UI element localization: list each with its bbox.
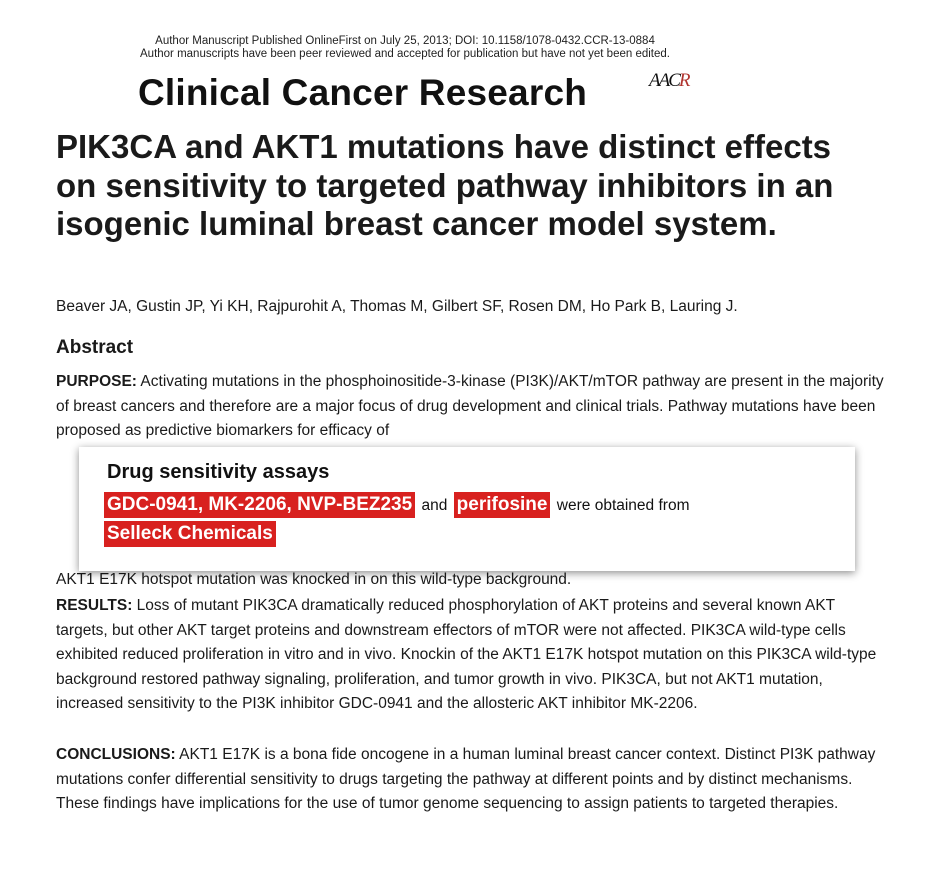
manuscript-header-line-2: Author manuscripts have been peer reviewed and accepted for publication but have not yet been edited.	[140, 48, 670, 60]
article-title: PIK3CA and AKT1 mutations have distinct effects on sensitivity to targeted pathway inhibitors in an isogenic luminal breast cancer model system.	[56, 128, 834, 242]
drug-assay-callout	[79, 447, 855, 571]
callout-title: Drug sensitivity assays	[107, 461, 330, 483]
callout-line-2	[104, 521, 276, 547]
callout-line-1	[104, 492, 691, 518]
journal-name: Clinical Cancer Research	[138, 72, 588, 113]
perifosine-highlight: perifosine	[454, 492, 551, 518]
callout-and-text: and	[421, 497, 448, 514]
drug-list-highlight: GDC-0941, MK-2206, NVP-BEZ235	[104, 492, 415, 518]
manuscript-header-line-1: Author Manuscript Published OnlineFirst on July 25, 2013; DOI: 10.1158/1078-0432.CCR-13-0884	[155, 35, 655, 47]
conclusions-label: CONCLUSIONS:	[56, 746, 176, 763]
results-text: Loss of mutant PIK3CA dramatically reduced phosphorylation of AKT proteins and several known AKT targets, but other AKT target proteins and downstream effectors of mTOR were not affected. PIK3CA wild-type cells exhibited reduced proliferation in vitro and in vivo. Knockin of the AKT1 E17K hotspot mutation on this PIK3CA wild-type background restored pathway signaling, proliferation, and tumor growth in vivo. PIK3CA, but not AKT1 mutation, increased sensitivity to the PI3K inhibitor GDC-0941 and the allosteric AKT inhibitor MK-2206.	[56, 597, 877, 713]
purpose-label: PURPOSE:	[56, 373, 137, 390]
abstract-purpose	[56, 370, 886, 444]
abstract-results	[56, 594, 886, 717]
experimental-text: AKT1 E17K hotspot mutation was knocked in on this wild-type background.	[56, 571, 572, 588]
purpose-text: Activating mutations in the phosphoinositide-3-kinase (PI3K)/AKT/mTOR pathway are present in the majority of breast cancers and therefore are a major focus of drug development and clinical trials. Pathway mutations have been proposed as predictive biomarkers for efficacy of	[56, 373, 884, 440]
supplier-highlight: Selleck Chemicals	[104, 521, 276, 547]
abstract-heading: Abstract	[56, 337, 134, 358]
callout-obtained-text: were obtained from	[556, 497, 690, 514]
article-authors: Beaver JA, Gustin JP, Yi KH, Rajpurohit A, Thomas M, Gilbert SF, Rosen DM, Ho Park B, Lauring J.	[56, 298, 738, 315]
results-label: RESULTS:	[56, 597, 133, 614]
aacr-logo: AACR	[649, 70, 689, 91]
abstract-conclusions	[56, 743, 886, 817]
conclusions-text: AKT1 E17K is a bona fide oncogene in a human luminal breast cancer context. Distinct PI3K pathway mutations confer differential sensitivity to drugs targeting the pathway at different points and by distinct mechanisms. These findings have implications for the use of tumor genome sequencing to assign patients to targeted therapies.	[56, 746, 876, 813]
